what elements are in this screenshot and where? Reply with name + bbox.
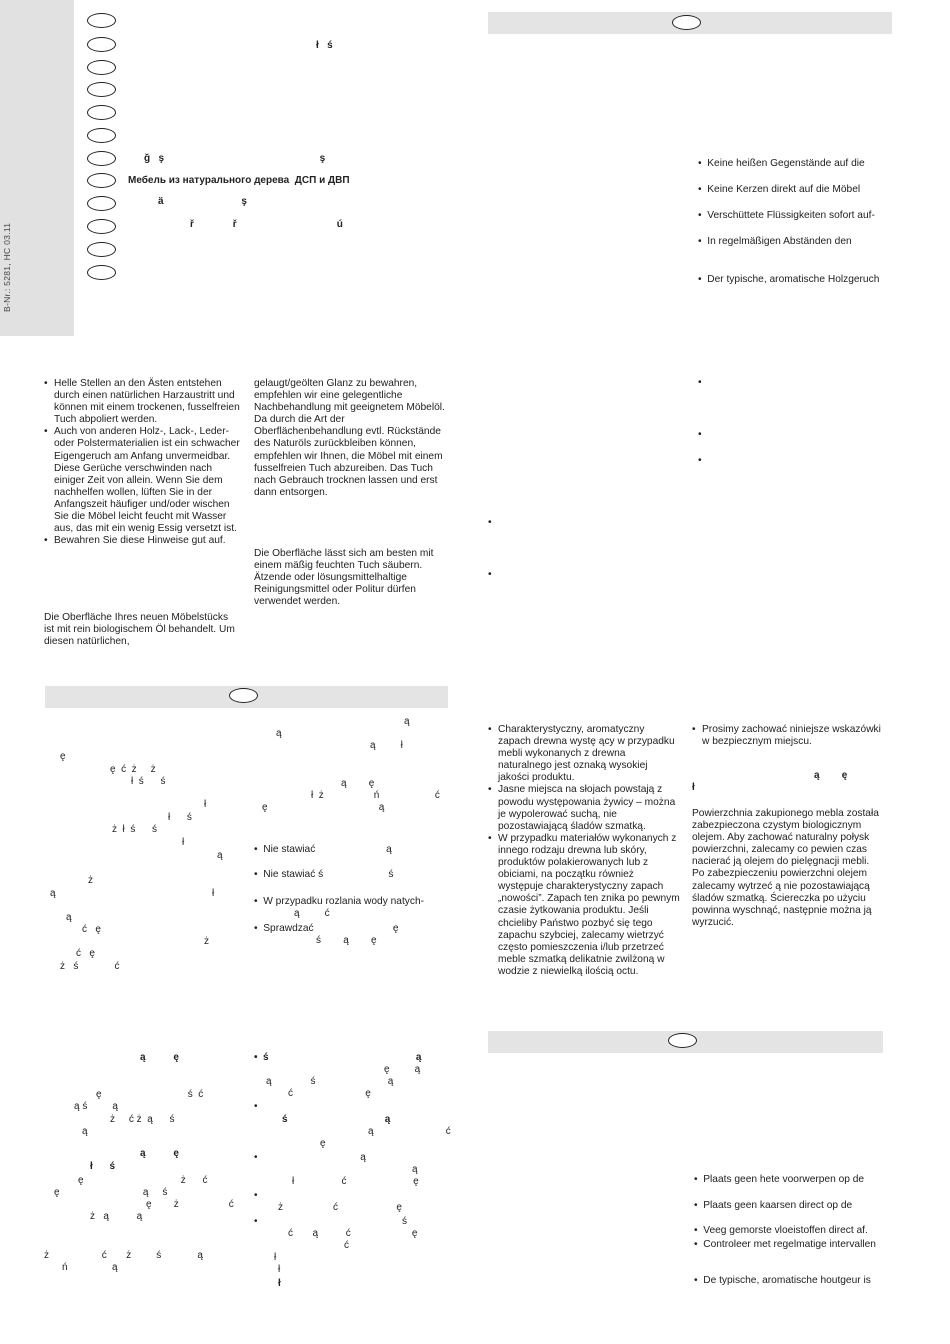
language-oval: [87, 242, 116, 257]
pl-info-item: • W przypadku materiałów wykonanych z innego rodzaju drewna lub skóry, produktów polakierowanych lub z obiciami, na początku również występuje charakterystyczny zapach „nowości”. Zapach ten znika po pewnym czasie żytkowania produktu. Jeśli chcieliby Państwo pozbyć się tego zapachu szybciej, zalecamy wietrzyć często pomieszczenia i/lub przetrzeć meble szmatką delikatnie zwilżoną w wodzie z niewielką ilością octu.: [488, 833, 680, 978]
language-oval: [87, 82, 116, 97]
de-care-item: • In regelmäßigen Abständen den: [698, 236, 852, 247]
language-oval: [87, 60, 116, 75]
pl-keep-item: • Prosimy zachować niniejsze wskazówki w bezpiecznym miejscu.: [692, 724, 882, 748]
de-info-item: • Bewahren Sie diese Hinweise gut auf.: [44, 535, 240, 547]
header-line-ru: Мебель из натурального дерева ДСП и ДВП: [128, 175, 350, 186]
language-oval: [87, 196, 116, 211]
nl-care-item: • Controleer met regelmatige intervallen: [694, 1239, 876, 1250]
language-oval: [87, 37, 116, 52]
header-line-2: ł ś: [316, 40, 333, 51]
nl-care-item: • Plaats geen kaarsen direct op de: [694, 1200, 853, 1211]
header-line-7: ğ ş ş: [144, 153, 326, 164]
de-info-item: • Helle Stellen an den Ästen entstehen durch einen natürlichen Harzaustritt und können mit einem trockenen, fusselfreien Tuch abpoliert werden.: [44, 378, 240, 426]
language-oval-de: [672, 15, 701, 30]
de-surface-intro: Die Oberfläche Ihres neuen Möbelstücks ist mit rein biologischem Öl behandelt. Um diesen natürlichen,: [44, 612, 235, 648]
de-care-item: • Keine heißen Gegenstände auf die: [698, 158, 865, 169]
pl-info-item: • Jasne miejsca na słojach powstają z powodu występowania żywicy – można je wypolerować suchą, nie pozostawiającą śladów szmatką.: [488, 784, 680, 832]
pl-care-item: • Nie stawiać ś ś: [254, 869, 394, 880]
pl-info-item: • Charakterystyczny, aromatyczny zapach drewna wystę ący w przypadku mebli wykonanych z drewna naturalnego jest oznaką wysokiej jakości produktu.: [488, 724, 680, 784]
language-oval: [87, 128, 116, 143]
language-oval: [87, 219, 116, 234]
pl-care-item: • Sprawdzać ę: [254, 923, 399, 934]
bullet-dot: •: [698, 429, 702, 440]
pl-keep-note: [692, 724, 882, 748]
nl-care-item: • Veeg gemorste vloeistoffen direct af.: [694, 1225, 868, 1236]
de-care-item: • Verschüttete Flüssigkeiten sofort auf-: [698, 210, 875, 221]
article-code: B-Nr.: 5281, HC 03.11: [2, 222, 12, 312]
pl-heading-fragment: ą ę: [814, 770, 848, 781]
bullet-dot: •: [698, 455, 702, 466]
bullet-dot: •: [488, 517, 492, 528]
language-oval: [87, 13, 116, 28]
pl-care-item: • W przypadku rozlania wody natych-: [254, 896, 425, 907]
de-info-item: • Auch von anderen Holz-, Lack-, Leder- oder Polstermaterialien ist ein schwacher Eigengeruch am Anfang unvermeidbar. Diese Gerüche verschwinden nach einiger Zeit von allein. Wenn Sie dem nachhelfen wollen, lüften Sie in der Anfangszeit häufiger und/oder wischen Sie die Möbel leicht feucht mit Wasser aus, das mit ein wenig Essig versetzt ist.: [44, 426, 240, 535]
language-oval: [87, 151, 116, 166]
pl-info-column: [488, 724, 680, 978]
language-oval: [87, 173, 116, 188]
pl-heading-fragment-2: ł: [692, 782, 695, 793]
de-care-item: • Keine Kerzen direkt auf die Möbel: [698, 184, 861, 195]
pl-care-item: • Nie stawiać ą: [254, 844, 392, 855]
nl-care-item: • Plaats geen hete voorwerpen op de: [694, 1174, 865, 1185]
language-oval: [87, 105, 116, 120]
bullet-dot: •: [488, 569, 492, 580]
header-line-10: ř ř ú: [190, 219, 343, 230]
de-info-column: [44, 378, 240, 547]
de-care-item: • Der typische, aromatische Holzgeruch: [698, 274, 880, 285]
de-clean-text: Die Oberfläche lässt sich am besten mit einem mäßig feuchten Tuch säubern. Ätzende oder lösungsmittelhaltige Reinigungsmittel oder Politur dürfen verwendet werden.: [254, 548, 434, 608]
language-oval-nl: [668, 1033, 697, 1048]
language-oval-pl: [229, 688, 258, 703]
header-line-9: ä ş: [158, 196, 247, 207]
pl-surface-text: Powierzchnia zakupionego mebla została zabezpieczona czystym biologicznym olejem. Aby zachować naturalny połysk powierzchni, zalecamy co pewien czas nacierać ją olejem do pielęgnacji mebli. Po zabezpieczeniu powierzchni olejem zalecamy wytrzeć ą nie pozostawiającą śladów szmatką. Ściereczka po użyciu powinna wyschnąć, następnie można ją wyrzucić.: [692, 808, 879, 928]
de-oil-text: gelaugt/geölten Glanz zu bewahren, empfehlen wir eine gelegentliche Nachbehandlung mit geeignetem Möbelöl. Da durch die Art der Oberflächenbehandlung evtl. Rückstände des Naturöls zurückbleiben können, empfehlen wir Ihnen, die Möbel mit einem fusselfreien Tuch abzureiben. Das Tuch nach Gebrauch trocknen lassen und erst dann entsorgen.: [254, 378, 445, 498]
nl-care-item: • De typische, aromatische houtgeur is: [694, 1275, 871, 1286]
language-oval: [87, 265, 116, 280]
bullet-dot: •: [698, 377, 702, 388]
